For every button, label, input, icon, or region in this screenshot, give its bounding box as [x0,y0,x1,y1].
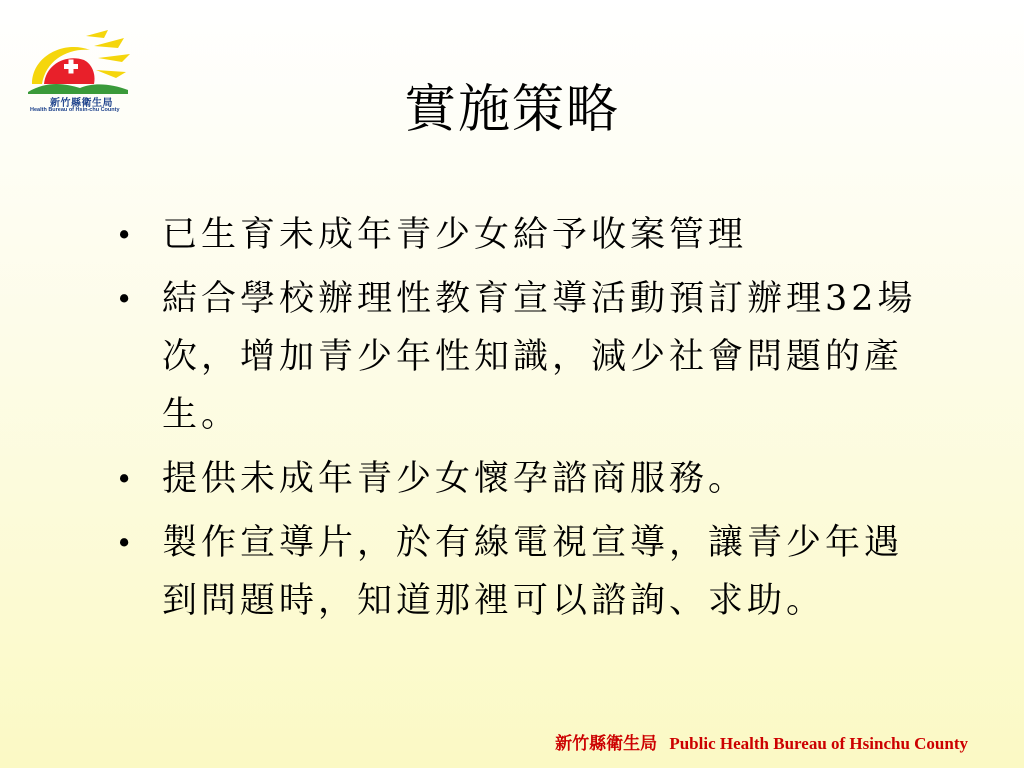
bullet-marker: • [118,215,135,254]
footer [555,729,968,754]
bullet-item [108,206,938,264]
bullet-text: 提供未成年青少女懷孕諮商服務。 [162,459,748,499]
bullet-marker: • [118,523,135,562]
bullet-text: 已生育未成年青少女給予收案管理 [162,215,748,255]
bullet-text: 結合學校辦理性教育宣導活動預訂辦理32場次，增加青少年性知識，減少社會問題的產生。 [162,279,917,435]
bullet-item [108,450,938,508]
footer-org-english: Public Health Bureau of Hsinchu County [669,734,968,753]
bullet-item [108,270,938,444]
bullet-list [108,206,938,636]
footer-org-chinese: 新竹縣衛生局 [555,734,658,753]
bullet-marker: • [118,459,135,498]
bullet-text: 製作宣導片，於有線電視宣導，讓青少年遇到問題時，知道那裡可以諮詢、求助。 [162,523,904,621]
logo-english-name: Health Bureau of Hsin-chu County [30,107,120,113]
logo-chinese-name: 新竹縣衛生局 [50,98,113,109]
bullet-marker: • [118,279,135,318]
slide-title: 實施策略 [403,80,620,140]
bullet-item [108,514,938,630]
